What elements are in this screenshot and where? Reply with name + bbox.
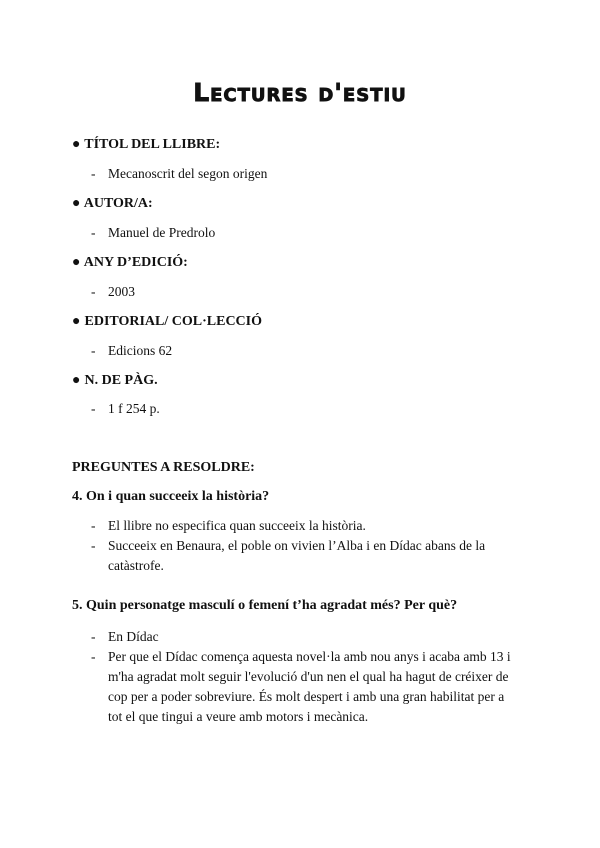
field-value-title: - Mecanoscrit del segon origen xyxy=(91,166,268,181)
field-value-author: - Manuel de Predrolo xyxy=(91,225,216,240)
document-title: Lectures d'estiu xyxy=(193,78,407,107)
answer-item: - En Dídac xyxy=(91,629,159,644)
bullet-icon: ● xyxy=(72,137,81,152)
bullet-icon: ● xyxy=(72,373,81,388)
field-label-title: ● TÍTOL DEL LLIBRE: xyxy=(72,137,221,152)
questions-heading: PREGUNTES A RESOLDRE: xyxy=(72,460,255,475)
question-title: 4. On i quan succeeix la història? xyxy=(72,489,270,504)
answer-item: - Per que el Dídac comença aquesta novel·la amb nou anys i acaba amb 13 i m'ha agradat molt seguir l'evolució d'un nen el qual ha hagut de créixer de cop per a poder sobreviure. És molt despert i amb una gran habilitat per a tot el que tingui a veure amb motors i mecànica. xyxy=(91,649,511,724)
answer-item: - El llibre no especifica quan succeeix la història. xyxy=(91,518,366,533)
question-title: 5. Quin personatge masculí o femení t’ha agradat més? Per què? xyxy=(72,598,458,613)
field-value-publisher: - Edicions 62 xyxy=(91,343,173,358)
field-label-pages: ● N. DE PÀG. xyxy=(72,373,158,388)
field-value-pages: - 1 f 254 p. xyxy=(91,401,160,416)
bullet-icon: ● xyxy=(72,314,81,329)
field-value-year: - 2003 xyxy=(91,284,135,299)
answer-item: - Succeeix en Benaura, el poble on vivien l’Alba i en Dídac abans de la catàstrofe. xyxy=(91,538,486,573)
bullet-icon: ● xyxy=(72,255,81,270)
field-label-author: ● AUTOR/A: xyxy=(72,196,153,211)
bullet-icon: ● xyxy=(72,196,81,211)
field-label-year: ● ANY D’EDICIÓ: xyxy=(72,255,188,270)
field-label-publisher: ● EDITORIAL/ COL·LECCIÓ xyxy=(72,314,263,329)
